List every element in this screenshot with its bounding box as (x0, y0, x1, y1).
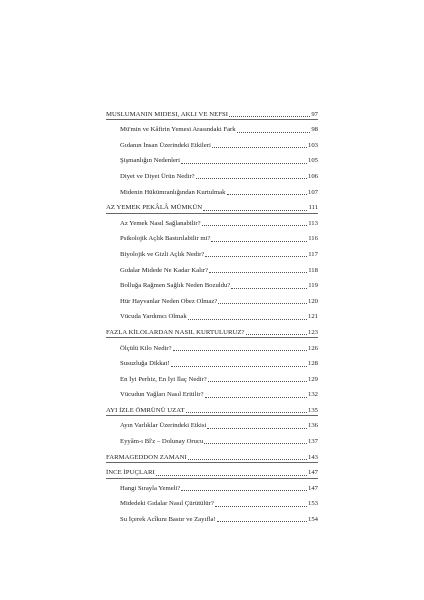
toc-entry-title: FAZLA KİLOLARDAN NASIL KURTULURUZ? (106, 328, 245, 336)
toc-subentry[interactable] (106, 508, 318, 524)
dot-leader (218, 303, 307, 304)
toc-subentry[interactable] (106, 337, 318, 353)
toc-entry-page: 118 (308, 266, 318, 274)
toc-entry-title: Şişmanlığın Nedenleri (120, 157, 180, 165)
toc-subentry[interactable] (106, 415, 318, 431)
toc-subentry[interactable] (106, 275, 318, 291)
toc-entry-page: 106 (307, 172, 318, 180)
toc-entry-page: 126 (307, 344, 318, 352)
dot-leader (196, 178, 307, 179)
toc-entry-title: AYI İZLE ÖMRÜNÜ UZAT (106, 406, 185, 414)
dot-leader (205, 256, 307, 257)
toc-entry-page: 107 (307, 188, 318, 196)
dot-leader (203, 210, 307, 211)
table-of-contents (106, 103, 318, 524)
dot-leader (188, 319, 307, 320)
toc-entry-title: Vücudun Yağları Nasıl Eritilir? (120, 391, 204, 399)
toc-entry-page: 120 (307, 297, 318, 305)
toc-section-entry[interactable] (106, 446, 318, 462)
toc-entry-page: 135 (307, 406, 318, 414)
dot-leader (237, 132, 311, 133)
toc-subentry[interactable] (106, 368, 318, 384)
toc-section-entry[interactable] (106, 103, 318, 119)
toc-entry-title: Ayın Varlıklar Üzerindeki Etkisi (120, 422, 207, 430)
dot-leader (181, 163, 307, 164)
dot-leader (246, 334, 307, 335)
toc-subentry[interactable] (106, 477, 318, 493)
toc-entry-page: 147 (307, 469, 318, 477)
toc-subentry[interactable] (106, 259, 318, 275)
toc-entry-title: MUSLUMANIN MIDESI, AKLI VE NEFSI (106, 110, 229, 118)
toc-entry-page: 136 (307, 422, 318, 430)
toc-entry-title: Midedeki Gıdalar Nasıl Çürütülür? (120, 500, 214, 508)
toc-entry-title: Diyet ve Diyet Ürün Nedir? (120, 172, 195, 180)
toc-subentry[interactable] (106, 306, 318, 322)
toc-entry-page: 128 (307, 360, 318, 368)
toc-entry-title: Vücuda Yardımcı Olmak (120, 313, 187, 321)
toc-entry-page: 132 (307, 391, 318, 399)
toc-entry-title: Biyolojik ve Gizli Açlık Nedir? (120, 250, 205, 258)
toc-subentry[interactable] (106, 134, 318, 150)
toc-entry-page: 119 (308, 282, 318, 290)
toc-entry-title: Hür Hayvanlar Neden Obez Olmaz? (120, 297, 218, 305)
toc-section-entry[interactable] (106, 197, 318, 213)
dot-leader (204, 443, 307, 444)
toc-entry-title: En İyi Perhiz, En İyi İlaç Nedir? (120, 375, 207, 383)
dot-leader (188, 459, 307, 460)
toc-section-entry[interactable] (106, 462, 318, 478)
toc-entry-title: Ölçülü Kilo Nedir? (120, 344, 172, 352)
dot-leader (207, 428, 307, 429)
dot-leader (208, 381, 307, 382)
dot-leader (231, 288, 307, 289)
toc-entry-page: 143 (307, 453, 318, 461)
toc-entry-title: Gıdanın İnsan Üzerindeki Etkileri (120, 141, 211, 149)
toc-entry-page: 98 (311, 126, 318, 134)
toc-subentry[interactable] (106, 243, 318, 259)
dot-leader (171, 366, 307, 367)
toc-entry-page: 121 (307, 313, 318, 321)
toc-entry-page: 137 (307, 438, 318, 446)
toc-entry-page: 103 (307, 141, 318, 149)
dot-leader (211, 241, 307, 242)
toc-entry-title: AZ YEMEK PEKÂLÂ MÜMKÜN (106, 204, 203, 212)
toc-entry-page: 117 (308, 250, 318, 258)
toc-entry-page: 129 (307, 375, 318, 383)
toc-entry-page: 154 (307, 516, 318, 524)
toc-entry-page: 111 (308, 204, 318, 212)
toc-subentry[interactable] (106, 384, 318, 400)
toc-entry-page: 153 (307, 500, 318, 508)
toc-entry-page: 123 (307, 328, 318, 336)
toc-entry-title: Su İçerek Acîkını Bastır ve Zayıfla! (120, 516, 216, 524)
toc-entry-title: Susuzluğa Dikkat! (120, 360, 170, 368)
dot-leader (186, 412, 307, 413)
dot-leader (156, 475, 307, 476)
toc-subentry[interactable] (106, 290, 318, 306)
toc-entry-title: Mü'min ve Kâfirin Yemesi Arasındaki Fark (120, 126, 236, 134)
toc-entry-title: Hangi Sırayla Yemeli? (120, 484, 181, 492)
dot-leader (209, 272, 307, 273)
toc-entry-title: Bolluğa Rağmen Sağlık Neden Bozuldu? (120, 282, 231, 290)
dot-leader (205, 397, 307, 398)
dot-leader (212, 147, 307, 148)
toc-subentry[interactable] (106, 353, 318, 369)
toc-subentry[interactable] (106, 165, 318, 181)
toc-entry-title: Eyyâm-ı Bî'z – Dolunay Orucu (120, 438, 204, 446)
toc-subentry[interactable] (106, 430, 318, 446)
toc-section-entry[interactable] (106, 399, 318, 415)
toc-entry-page: 97 (311, 110, 318, 118)
toc-entry-title: Az Yemek Nasıl Sağlanabilir? (120, 219, 201, 227)
toc-entry-page: 147 (307, 484, 318, 492)
dot-leader (215, 506, 307, 507)
dot-leader (181, 490, 307, 491)
toc-entry-title: Midenin Hükümranlığından Kurtulmak (120, 188, 226, 196)
dot-leader (202, 225, 308, 226)
toc-subentry[interactable] (106, 181, 318, 197)
toc-entry-title: FARMAGEDDON ZAMANI (106, 453, 187, 461)
toc-subentry[interactable] (106, 493, 318, 509)
dot-leader (217, 521, 307, 522)
toc-entry-title: Gıdalar Midede Ne Kadar Kalır? (120, 266, 209, 274)
toc-entry-page: 113 (308, 219, 318, 227)
toc-subentry[interactable] (106, 212, 318, 228)
toc-entry-title: Psikolojik Açlık Bastırılabilir mi? (120, 235, 211, 243)
dot-leader (227, 194, 307, 195)
dot-leader (229, 116, 310, 117)
toc-entry-title: İNCE İPUÇLARI (106, 469, 155, 477)
toc-subentry[interactable] (106, 150, 318, 166)
toc-subentry[interactable] (106, 119, 318, 135)
toc-entry-page: 116 (308, 235, 318, 243)
toc-section-entry[interactable] (106, 321, 318, 337)
toc-entry-page: 105 (307, 157, 318, 165)
dot-leader (173, 350, 307, 351)
toc-subentry[interactable] (106, 228, 318, 244)
